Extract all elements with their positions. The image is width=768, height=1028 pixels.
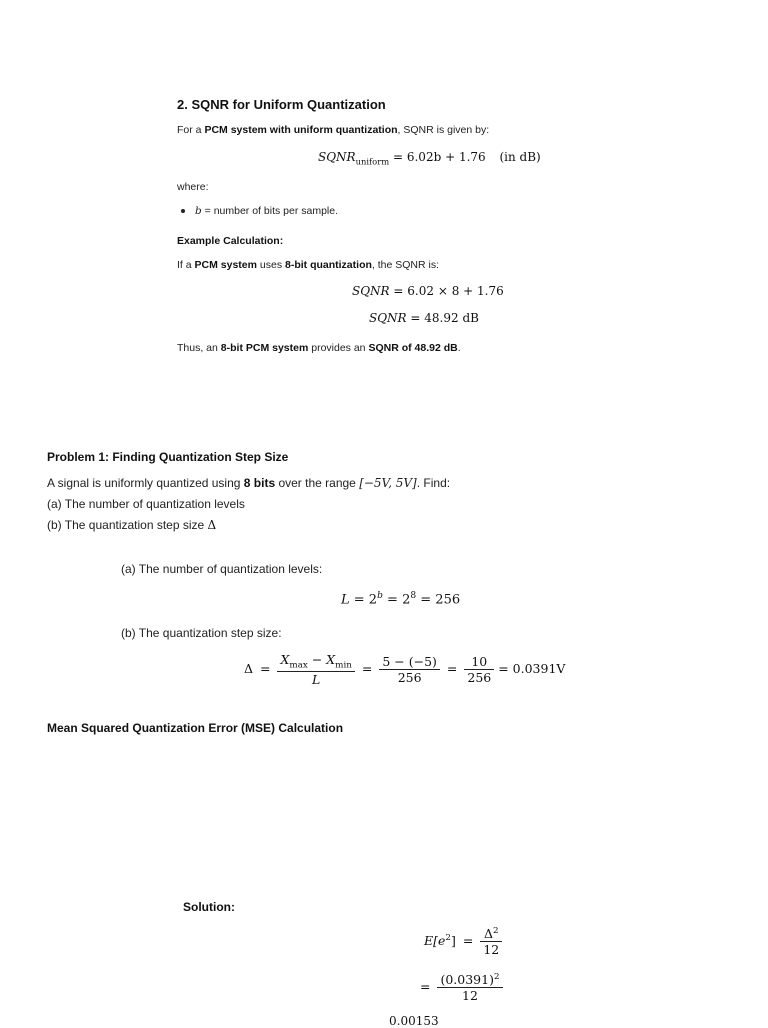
fraction-delta-sq: $\frac{\Delta^2}{12}$ [480,926,502,957]
where-label: where: [177,181,209,193]
calc-line-1: SQNR = 6.02 × 8 + 1.76 [352,284,504,298]
mse-line-1: $E[e^2]$ = $\frac{\Delta^2}{12}$ [424,926,502,957]
mse-line-2: = $\frac{(0.0391)^2}{12}$ [420,972,503,1003]
solution-a-label: (a) The number of quantization levels: [121,562,323,576]
fraction-ten: $\frac{10}{256}$ [464,654,494,685]
solution-a-formula: $L = 2^b = 2^8 = 256$ [341,591,461,608]
example-heading: Example Calculation: [177,235,284,247]
mse-heading: Mean Squared Quantization Error (MSE) Calculation [47,721,344,735]
solution-b-label: (b) The quantization step size: [121,626,282,640]
sqnr-intro: For a PCM system with uniform quantization, SQNR is given by: [177,124,490,136]
bullet-item: b = number of bits per sample. [181,205,338,217]
problem1-part-b: (b) The quantization step size Δ [47,518,217,532]
section-heading-sqnr: 2. SQNR for Uniform Quantization [177,97,386,112]
problem1-part-a: (a) The number of quantization levels [47,497,245,511]
fraction-xmax-xmin: $\frac{X_{max} - X_{min}}{L}$ [277,652,354,687]
example-text: If a PCM system uses 8-bit quantization, the SQNR is: [177,259,440,271]
fraction-value-sq: $\frac{(0.0391)^2}{12}$ [437,972,502,1003]
thus-text: Thus, an 8-bit PCM system provides an SQNR of 48.92 dB. [177,342,461,354]
mse-line-3-partial: 0.00153 [389,1014,439,1028]
step-size-formula: Δ = $\frac{X_{max} - X_{min}}{L}$ = $\frac{5 - (-5)}{256}$ = $\frac{10}{256}$ = 0.0391V [244,652,566,687]
sqnr-formula: $SQNR_{uniform} = 6.02b + 1.76$ (in dB) [318,150,541,167]
calc-line-2: SQNR = 48.92 dB [369,311,479,325]
solution-label: Solution: [183,900,235,914]
bullet-dot [181,209,185,213]
problem1-statement: A signal is uniformly quantized using 8 bits over the range [−5V, 5V]. Find: [47,476,451,490]
problem1-heading: Problem 1: Finding Quantization Step Size [47,450,289,464]
fraction-range: $\frac{5 - (-5)}{256}$ [379,654,440,685]
